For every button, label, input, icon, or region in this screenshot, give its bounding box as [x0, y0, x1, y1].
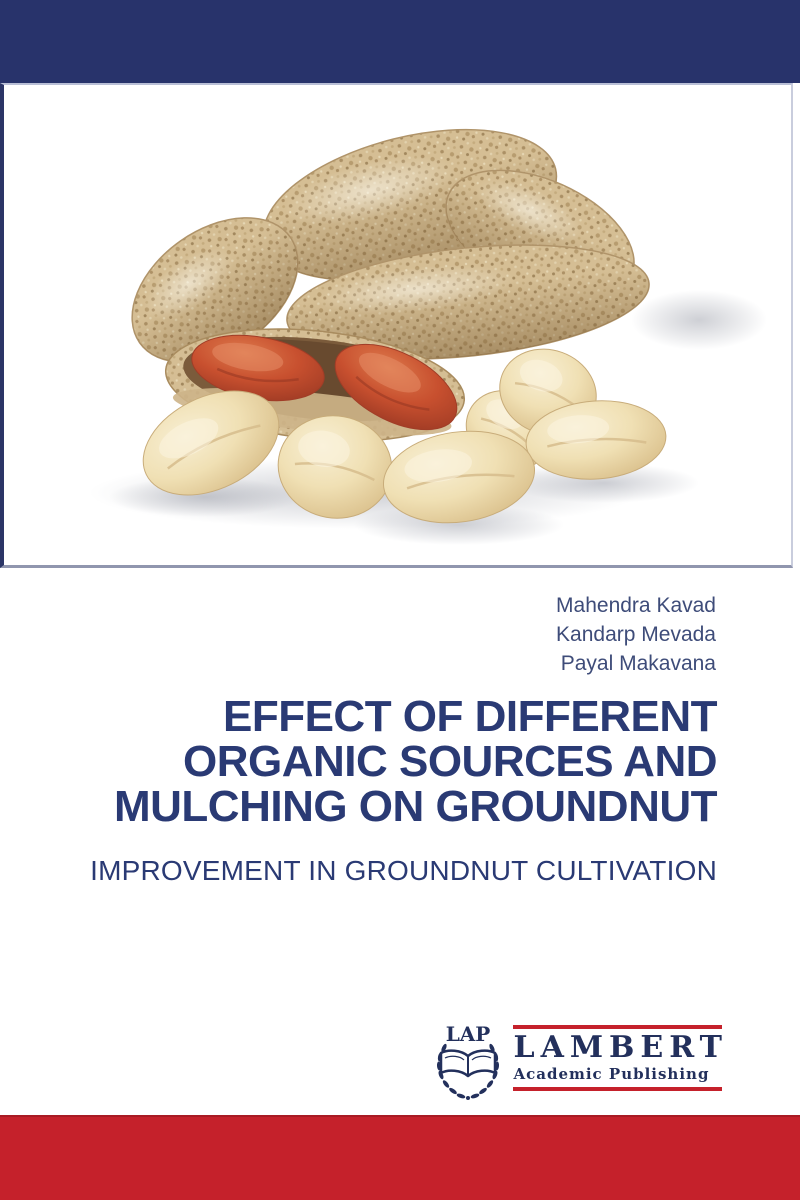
peanuts-photo [4, 85, 791, 565]
top-navy-band [0, 0, 800, 83]
peanut-photo-frame [0, 83, 793, 568]
book-title [114, 694, 717, 829]
open-book-icon [441, 1051, 495, 1076]
author-name: Kandarp Mevada [556, 623, 716, 646]
title-line: MULCHING ON GROUNDNUT [113, 782, 717, 831]
bottom-red-band [0, 1115, 800, 1200]
lap-monogram: LAP [446, 1022, 491, 1046]
lap-emblem [431, 1014, 505, 1102]
author-name: Mahendra Kavad [556, 594, 716, 617]
publisher-name: LAMBERT [513, 1030, 728, 1065]
title-line: EFFECT OF DIFFERENT [222, 692, 717, 741]
book-subtitle: IMPROVEMENT IN GROUNDNUT CULTIVATION [90, 855, 717, 886]
title-line: ORGANIC SOURCES AND [182, 737, 717, 786]
publisher-logo [431, 1014, 728, 1102]
red-rule-bottom [513, 1087, 722, 1091]
publisher-wordmark [513, 1025, 728, 1091]
author-list [556, 591, 716, 678]
publisher-tagline: Academic Publishing [513, 1065, 710, 1083]
author-name: Payal Makavana [560, 652, 716, 675]
